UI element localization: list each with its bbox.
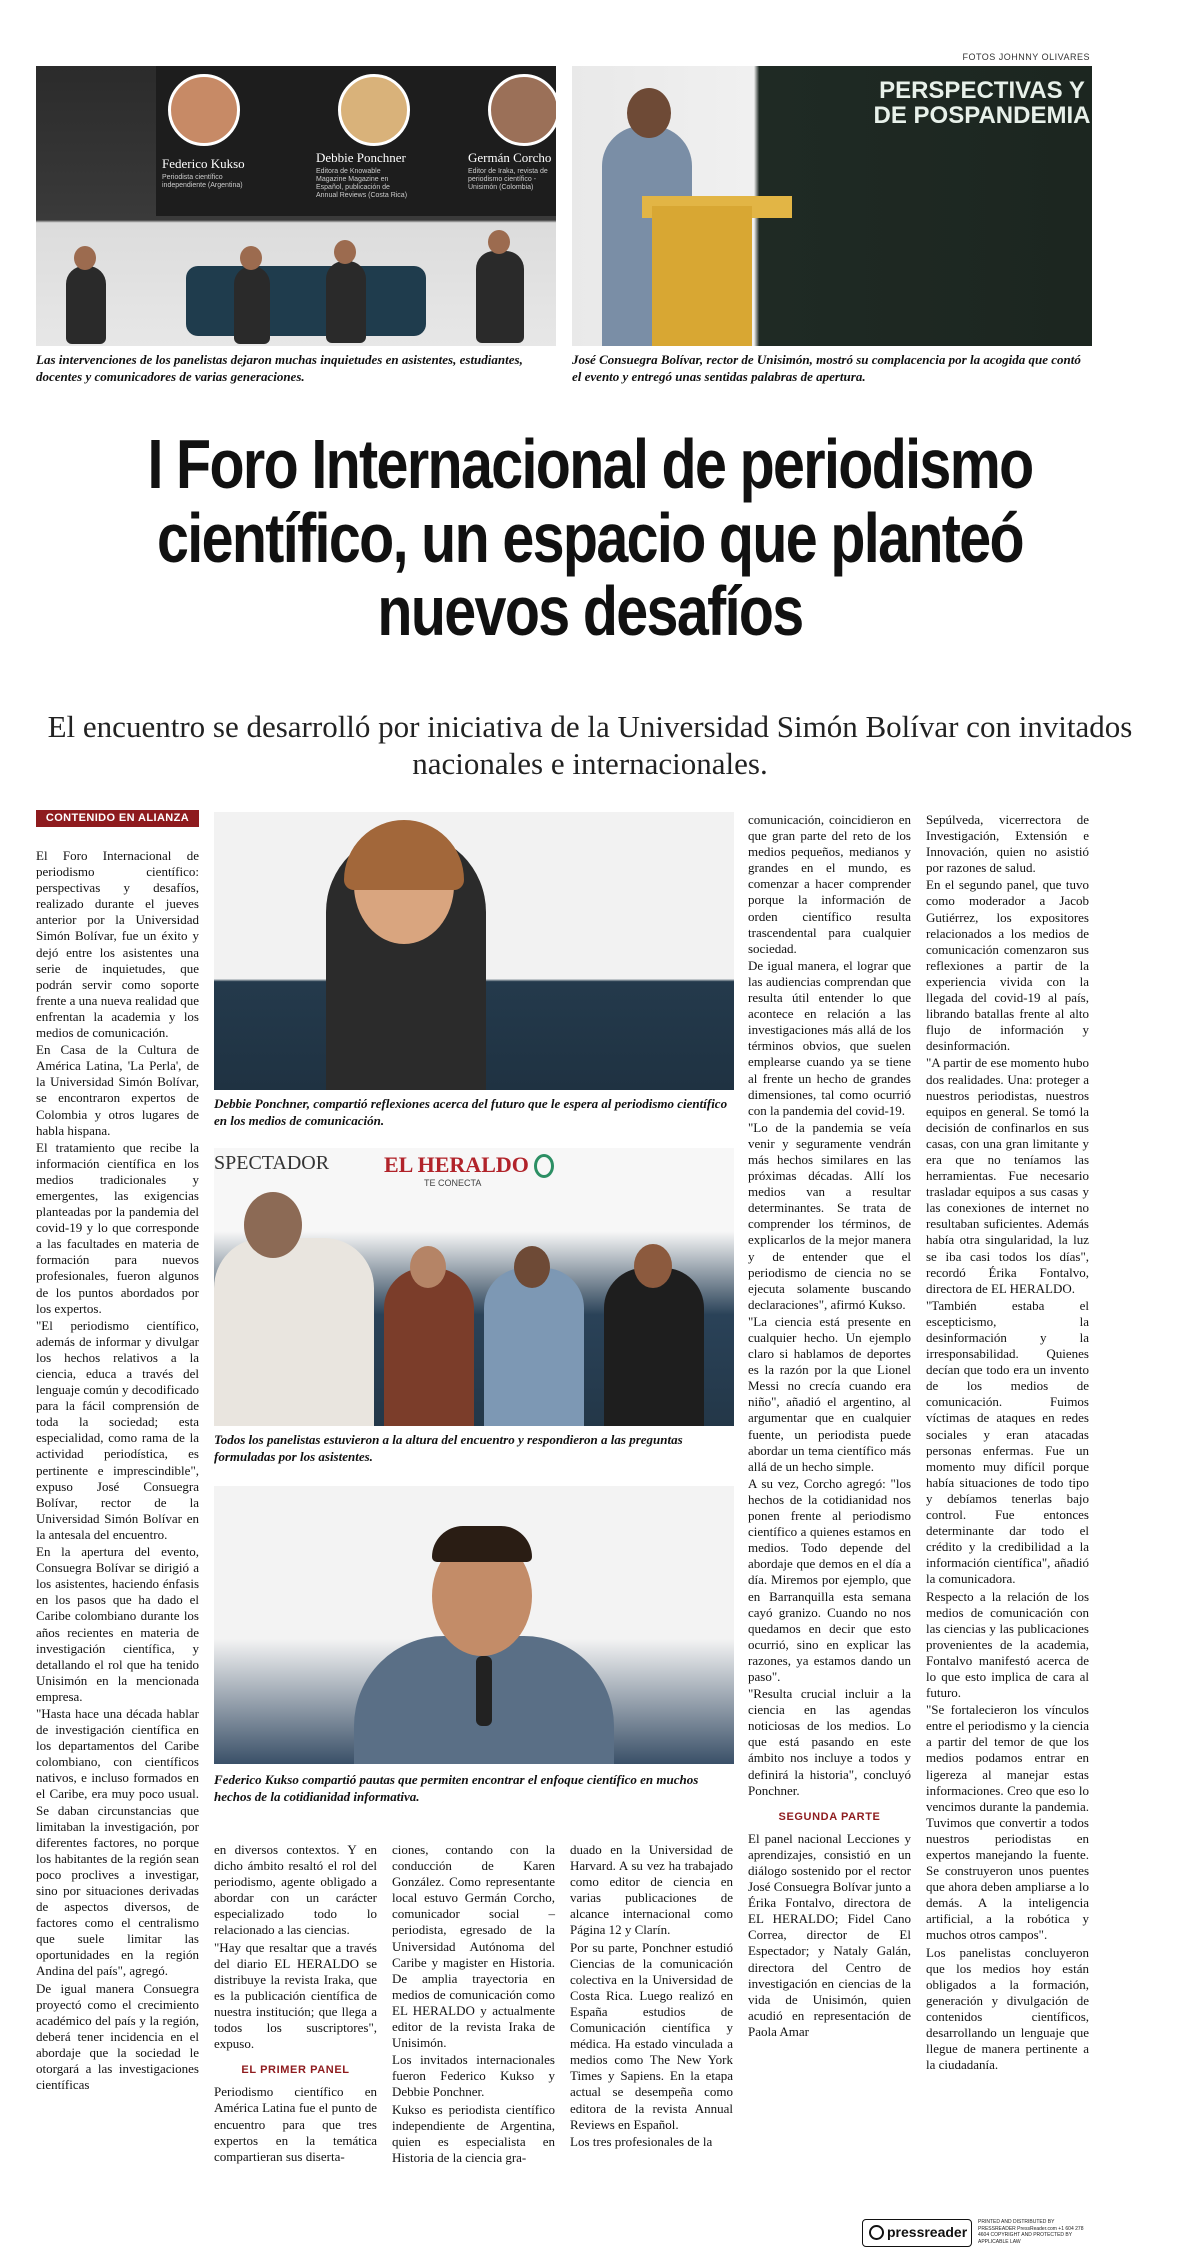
caption-top-left: Las intervenciones de los panelistas dejaron muchas inquietudes en asistentes, estudiantes, docentes y comunicadores de varias generaciones.: [36, 352, 523, 384]
article-paragraph: "La ciencia está presente en cualquier hecho. Un ejemplo claro si hablamos de deportes es la razón por la que Lionel Messi no crecía cuando era niño", añadió el argentino, al argumentar que en cualquier fuente, un periodista puede abordar un tema científico más allá de un hecho simple.: [748, 1313, 911, 1474]
screen-speaker-name: Federico Kukso: [162, 156, 245, 171]
panelist-head: [410, 1246, 446, 1288]
article-paragraph: Respecto a la relación de los medios de comunicación con las ciencias y las publicaciones provenientes de la academia, Fontalvo manifestó acerca de lo que esto implica de cara al futuro.: [926, 1588, 1089, 1701]
panelist-figure: [476, 251, 524, 343]
section-subhead: SEGUNDA PARTE: [778, 1810, 881, 1823]
content-badge: CONTENIDO EN ALIANZA: [36, 810, 199, 827]
article-column-2: [214, 1842, 377, 2166]
article-paragraph: El Foro Internacional de periodismo científico: perspectivas y desafíos, realizado durante el jueves anterior por la Universidad Simón Bolívar, fue un éxito y dejó entre los asistentes una serie de inquietudes, que podrán servir como soporte frente a una nueva realidad que enfrentan la academia y los medios de comunicación.: [36, 848, 199, 1041]
article-paragraph: "Lo de la pandemia se veía venir y seguramente vendrán más hechos similares en las próximas décadas. Allí los medios van a resultar determinantes. Se trata de comprender los términos, de explicarlos de la mejor manera y de entender que el periodismo de ciencia no se ejecuta solamente buscando declaraciones", afirmó Kukso.: [748, 1119, 911, 1312]
moderator-head: [244, 1192, 302, 1258]
corcho-avatar: [488, 74, 556, 146]
panelist-figure: [484, 1268, 584, 1426]
article-paragraph: "Se fortalecieron los vínculos entre el periodismo y la ciencia a partir del temor de que los medios podamos entrar en ligereza al manejar estas informaciones. Creo que eso lo vencimos durante la pandemia. Tuvimos que convertir a todos nuestros periodistas en expertos manejando la fuente. Se construyeron unos puentes que ahora deben ampliarse a lo demás. A la inteligencia artificial, a la robótica y muchos otros campos".: [926, 1702, 1089, 1943]
article-paragraph: Los invitados internacionales fueron Federico Kukso y Debbie Ponchner.: [392, 2052, 555, 2100]
article-column-1: [36, 848, 199, 2094]
stage-screen: [156, 66, 556, 216]
kukso-avatar: [168, 74, 240, 146]
panelist-figure: [604, 1268, 704, 1426]
kukso-hair: [432, 1526, 532, 1562]
banner-heraldo-sub: TE CONECTA: [424, 1178, 482, 1188]
pressreader-label: pressreader: [887, 2224, 968, 2240]
panelist-figure: [66, 266, 106, 344]
panelist-head: [514, 1246, 550, 1288]
article-column-4: [570, 1842, 733, 2151]
footer-copyright: PRINTED AND DISTRIBUTED BY PRESSREADER PressReader.com +1 604 278 4604 COPYRIGHT AND PROTECTED BY APPLICABLE LAW: [978, 2219, 1084, 2245]
panelist-head: [74, 246, 96, 270]
article-paragraph: "Hasta hace una década hablar de investigación científica en los departamentos del Caribe colombiano, con científicos nativos, e incluso formados en el Caribe, era muy poco usual. Se daban circunstancias que limitaban la investigación, por diferentes factores, no porque los habitantes de la región sean poco proclives a investigar, sino por situaciones derivadas de aspectos diversos, de factores como el centralismo que suele limitar las oportunidades en la región Andina del país", agregó.: [36, 1705, 199, 1979]
article-paragraph: En la apertura del evento, Consuegra Bolívar se dirigió a los asistentes, haciendo énfasis en los pasos que ha dado el Caribe colombiano durante los años recientes en materia de investigación científica, y detallando el rol que ha tenido Unisimón en la mencionada empresa.: [36, 1544, 199, 1704]
caption-panel: Todos los panelistas estuvieron a la altura del encuentro y respondieron a las preguntas formuladas por los asistentes.: [214, 1432, 683, 1464]
stage-sofa: [186, 266, 426, 336]
university-logo-icon: [534, 1154, 554, 1178]
screen-speaker-role: Editor de Iraka, revista de periodismo científico - Unisimón (Colombia): [468, 168, 548, 192]
rector-head: [627, 88, 671, 138]
article-paragraph: comunicación, coincidieron en que gran parte del reto de los medios pequeños, medianos y grandes en el mundo, es comenzar a hacer comprender porque la información de orden científico resulta trascendental para cualquier sociedad.: [748, 812, 911, 956]
panelist-head: [488, 230, 510, 254]
article-paragraph: ciones, contando con la conducción de Karen González. Como representante local estuvo Germán Corcho, comunicador social – periodista, egresado de la Universidad Autónoma del Caribe y magister en Historia. De amplia trayectoria en medios de comunicación como EL HERALDO y actualmente editor de la revista Iraka de Unisimón.: [392, 1842, 555, 2051]
photo-panelists-stage: [36, 66, 556, 346]
screen-speaker-name: Debbie Ponchner: [316, 150, 406, 165]
article-paragraph: duado en la Universidad de Harvard. A su vez ha trabajado como editor de ciencia en varias publicaciones de alcance internacional como Página 12 y Clarín.: [570, 1842, 733, 1938]
caption-debbie: Debbie Ponchner, compartió reflexiones acerca del futuro que le espera al periodismo científico en los medios de comunicación.: [214, 1096, 728, 1128]
article-paragraph: "El periodismo científico, además de informar y divulgar los hechos relativos a la ciencia, educa a través del lenguaje común y decodificado para la fácil comprensión de toda la sociedad; esta especialidad, como rama de la actividad periodística, es pertinente e imprescindible", expuso José Consuegra Bolívar, rector de la Universidad Simón Bolívar en la antesala del encuentro.: [36, 1317, 199, 1542]
article-column-5: [748, 812, 911, 2041]
article-paragraph: De igual manera Consuegra proyectó como el crecimiento académico del país y la región, deberá tener incidencia en el abordaje que la sociedad le otorgará a las investigaciones científicas: [36, 1980, 199, 2093]
article-paragraph: En el segundo panel, que tuvo como moderador a Jacob Gutiérrez, los expositores relacionados a los medios de comunicación comenzaron sus reflexiones a partir de la experiencia vivida con la llegada del covid-19 al país, librando batallas frente al alto flujo de información y desinformación.: [926, 877, 1089, 1054]
article-paragraph: En Casa de la Cultura de América Latina, 'La Perla', de la Universidad Simón Bolívar, se encontraron expertos de Colombia y otros lugares de habla hispana.: [36, 1042, 199, 1138]
article-paragraph: Sepúlveda, vicerrectora de Investigación, Extensión e Innovación, quien no asistió por razones de salud.: [926, 812, 1089, 876]
photo-panel-discussion: [214, 1148, 734, 1426]
photo-credit: FOTOS JOHNNY OLIVARES: [962, 52, 1090, 62]
article-paragraph: "A partir de ese momento hubo dos realidades. Una: proteger a nuestros periodistas, nuestros equipos en general. Se tomó la decisión de confinarlos en sus casas, con una gran limitante y era que no teníamos las herramientas. Fue necesario trasladar equipos a sus casas y las conexiones de internet no resultaban suficientes. Además había otra singularidad, la luz se iba casi todos los días", recordó Érika Fontalvo, directora de EL HERALDO.: [926, 1055, 1089, 1296]
panelist-head: [240, 246, 262, 270]
photo-rector-podium: [572, 66, 1092, 346]
moderator-figure: [214, 1238, 374, 1426]
panelist-figure: [384, 1268, 474, 1426]
event-banner: [214, 1148, 734, 1196]
banner-espectador: SPECTADOR: [214, 1152, 330, 1174]
article-paragraph: "Resulta crucial incluir a la ciencia en las agendas noticiosas de los medios. Lo que está pasando en este ámbito nos incluye a todos y definirá la historia", concluyó Ponchner.: [748, 1686, 911, 1798]
article-paragraph: Por su parte, Ponchner estudió Ciencias de la comunicación colectiva en la Universidad de Costa Rica. Luego realizó en España estudios de Comunicación científica y médica. Ha estado vinculada a medios como The New York Times y Sapiens. En la etapa actual se desempeña como editora de la revista Annual Reviews en Español.: [570, 1939, 733, 2132]
article-paragraph: "También estaba el escepticismo, la desinformación y la irresponsabilidad. Quienes decían que todo era un invento de los medios de comunicación. Fuimos víctimas de ataques en redes sociales y eran atacadas personas enfermas. Fue un momento muy difícil porque había situaciones de todo tipo y debíamos tenerlas bajo control. Fue entonces determinante dar todo el crédito y la credibilidad a la información científica", añadió la comunicadora.: [926, 1297, 1089, 1587]
caption-kukso: Federico Kukso compartió pautas que permiten encontrar el enfoque científico en muchos hechos de la cotidianidad informativa.: [214, 1772, 699, 1804]
panelist-head: [334, 240, 356, 264]
podium: [652, 206, 752, 346]
panelist-figure: [326, 261, 366, 343]
screen-speaker-role: Periodista científico independiente (Argentina): [162, 174, 243, 190]
article-paragraph: Los tres profesionales de la: [570, 2133, 713, 2149]
panelist-figure: [234, 266, 270, 344]
article-deck: El encuentro se desarrolló por iniciativa de la Universidad Simón Bolívar con invitados nacionales e internacionales.: [47, 709, 1133, 782]
section-subhead: EL PRIMER PANEL: [241, 2064, 350, 2077]
banner-heraldo: EL HERALDO: [384, 1152, 529, 1177]
article-paragraph: "Hay que resaltar que a través del diario EL HERALDO se distribuye la revista Iraka, que es la publicación científica de nuestra institución; que llega a todos los suscriptores", expuso.: [214, 1939, 377, 2052]
article-paragraph: De igual manera, el lograr que las audiencias comprendan que resulta útil entender lo que acontece en relación a las investigaciones más allá de los términos obvios, que suelen emplearse cuando ya se tiene al frente un hecho de grandes dimensiones, tal como ocurrió con la pandemia del covid-19.: [748, 957, 911, 1118]
pressreader-icon: [869, 2225, 884, 2240]
article-paragraph: El panel nacional Lecciones y aprendizajes, consistió en un diálogo sostenido por el rector José Consuegra Bolívar junto a Érika Fontalvo, directora de EL HERALDO; Fidel Cano Correa, director de El Espectador; y Nataly Galán, directora del Centro de investigación en ciencias de la vida de Unisimón, quien acudió en representación de Paola Amar: [748, 1830, 911, 2039]
screen-speaker-name: Germán Corcho: [468, 150, 552, 165]
article-paragraph: en diversos contextos. Y en dicho ámbito resaltó el rol del periodismo, agente obligado a abordar con un carácter especializado todo lo relacionado a las ciencias.: [214, 1842, 377, 1938]
photo-debbie-ponchner: [214, 812, 734, 1090]
photo-federico-kukso: [214, 1486, 734, 1764]
article-paragraph: A su vez, Corcho agregó: "los hechos de la cotidianidad nos ponen frente al periodismo científico a quienes estamos en medios. Todo depende del abordaje que demos en el día a día. Miremos por ejemplo, que en Barranquilla esta semana cayó granizo. Cuando no nos quedamos en decir que esto ocurrió, sino en explicar las razones, ya estamos dando un paso".: [748, 1475, 911, 1684]
ponchner-hair: [344, 820, 464, 890]
article-headline: I Foro Internacional de periodismo científico, un espacio que planteó nuevos desafíos: [147, 425, 1033, 650]
article-column-6: [926, 812, 1089, 2074]
caption-top-right: José Consuegra Bolívar, rector de Unisimón, mostró su complacencia por la acogida que contó el evento y entregó unas sentidas palabras de apertura.: [572, 352, 1081, 384]
article-paragraph: Los panelistas concluyeron que los medios hoy están obligados a la formación, generación y divulgación de contenidos científicos, desarrollando un lenguaje que llegue de manera pertinente a la ciudadanía.: [926, 1944, 1089, 2073]
microphone-icon: [476, 1656, 492, 1726]
pressreader-logo: [862, 2219, 972, 2247]
ponchner-avatar: [338, 74, 410, 146]
article-column-3: [392, 1842, 555, 2167]
article-paragraph: Kukso es periodista científico independiente de Argentina, quien es especialista en Historia de la ciencia gra-: [392, 2101, 555, 2165]
screen-text: PERSPECTIVAS Y DE POSPANDEMIA: [873, 77, 1091, 130]
screen-speaker-role: Editora de Knowable Magazine Magazine en Español, publicación de Annual Reviews (Costa Rica): [316, 168, 408, 200]
article-paragraph: El tratamiento que recibe la información científica en los medios tradicionales y emergentes, las exigencias planteadas por la pandemia del covid-19 y lo que corresponde a las facultades en materia de formación para nuevos profesionales, fueron algunos de los puntos abordados por los expertos.: [36, 1139, 199, 1316]
panelist-head: [634, 1244, 672, 1288]
article-paragraph: Periodismo científico en América Latina fue el punto de encuentro para que tres expertos en la temática compartieran sus diserta-: [214, 2084, 377, 2164]
